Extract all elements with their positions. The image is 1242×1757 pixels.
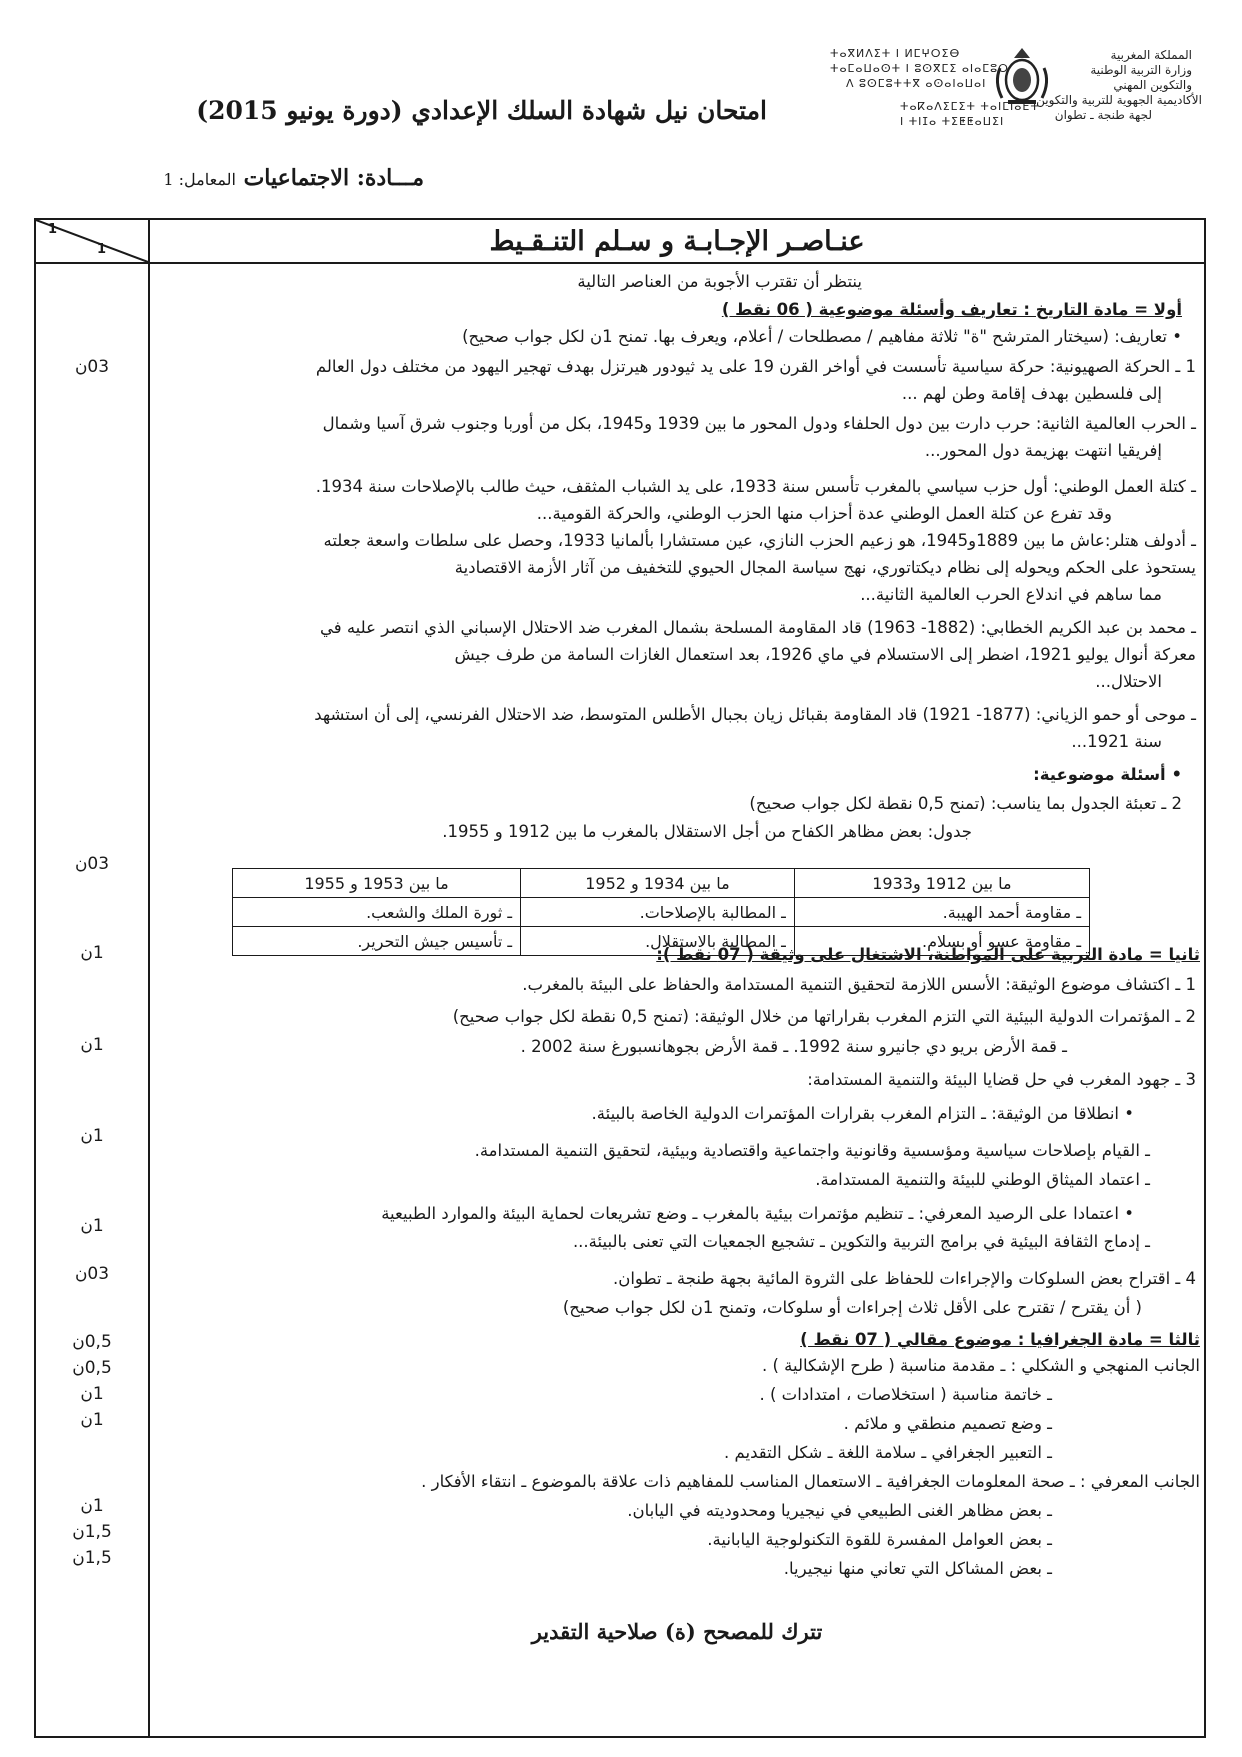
- section-history-heading: أولا = مادة التاريخ : تعاريف وأسئلة موضوعية ( 06 نقط ): [721, 300, 1182, 319]
- from-document-answer: • انطلاقا من الوثيقة: ـ التزام المغرب بقرارات المؤتمرات الدولية الخاصة بالبيئة.: [591, 1104, 1134, 1123]
- ministry-org-block: [1036, 48, 1202, 123]
- definition-khattabi-cont: معركة أنوال يوليو 1921، اضطر إلى الاستسلام في ماي 1926، بعد استعمال الغازات السامة من طرف جيش: [454, 645, 1196, 664]
- score-nigeria-japan: 1ن: [80, 1496, 104, 1516]
- header-divider: [34, 262, 1206, 264]
- intro-line: ينتظر أن تقترب الأجوبة من العناصر التالية: [577, 272, 862, 291]
- definition-ww2-cont: إفريقيا انتهت بهزيمة دول المحور...: [924, 441, 1162, 460]
- table-header-cell: ما بين 1953 و 1955: [233, 869, 521, 898]
- score-expression: 1ن: [80, 1410, 104, 1430]
- definition-zayani-cont: سنة 1921...: [1071, 732, 1162, 751]
- struggle-table: [232, 868, 1090, 956]
- reforms-answer: ـ القيام بإصلاحات سياسية ومؤسسية وقانونية واجتماعية واقتصادية وبيئية، لتحقيق التنمية المستدامة.: [474, 1141, 1150, 1160]
- knowledge-nigeria-problems: ـ بعض المشاكل التي تعاني منها نيجيريا.: [783, 1559, 1052, 1578]
- score-nigeria-problems: 1,5ن: [72, 1548, 112, 1568]
- definition-khattabi-cont2: الاحتلال...: [1095, 672, 1162, 691]
- knowledge-japan-technology: ـ بعض العوامل المفسرة للقوة التكنولوجية اليابانية.: [707, 1530, 1052, 1549]
- score-plan: 1ن: [80, 1384, 104, 1404]
- conferences-question: 2 ـ المؤتمرات الدولية البيئية التي التزم المغرب بقراراتها من خلال الوثيقة: (تمنح 0,5 نقطة لكل جواب صحيح): [452, 1007, 1196, 1026]
- answer-key-banner: عنـاصـر الإجـابـة و سـلم التنـقـيط: [489, 226, 865, 257]
- table-cell: ـ ثورة الملك والشعب.: [233, 898, 521, 927]
- knowledge-criteria: الجانب المعرفي : ـ صحة المعلومات الجغرافية ـ الاستعمال المناسب للمفاهيم ذات علاقة بالموضوع ـ انتقاء الأفكار .: [421, 1472, 1200, 1491]
- conferences-answer: ـ قمة الأرض بريو دي جانيرو سنة 1992. ـ قمة الأرض بجوهانسبورغ سنة 2002 .: [520, 1037, 1067, 1056]
- definition-hitler: ـ أدولف هتلر:عاش ما بين 1889و1945، هو زعيم الحزب النازي، عين مستشارا بألمانيا 1933، وحصل على سلطات واسعة جعلته: [323, 531, 1196, 550]
- definition-hitler-cont: يستحوذ على الحكم ويحوله إلى نظام ديكتاتوري، نهج سياسة المجال الحيوي للتخفيف من آثار الأزمة الاقتصادية: [454, 558, 1196, 577]
- methodology-expression: ـ التعبير الجغرافي ـ سلامة اللغة ـ شكل التقديم .: [724, 1443, 1052, 1462]
- tifinagh-line: ⵜⴰⴳⵍⴷⵉⵜ ⵏ ⵍⵎⵖⵔⵉⴱ: [830, 47, 961, 60]
- charter-answer: ـ اعتماد الميثاق الوطني للبيئة والتنمية المستدامة.: [815, 1170, 1150, 1189]
- score-conferences: 1ن: [80, 1035, 104, 1055]
- score-from-document: 1ن: [80, 1126, 104, 1146]
- table-row: [233, 898, 1090, 927]
- from-knowledge-answer: • اعتمادا على الرصيد المعرفي: ـ تنظيم مؤتمرات بيئية بالمغرب ـ وضع تشريعات لحماية البيئة والموارد الطبيعية: [381, 1204, 1134, 1223]
- org-line: الأكاديمية الجهوية للتربية والتكوين: [1036, 93, 1202, 107]
- document-topic: 1 ـ اكتشاف موضوع الوثيقة: الأسس اللازمة لتحقيق التنمية المستدامة والحفاظ على البيئة بالمغرب.: [522, 975, 1196, 994]
- table-cell: ـ تأسيس جيش التحرير.: [233, 927, 521, 956]
- water-measures-question: 4 ـ اقتراح بعض السلوكات والإجراءات للحفاظ على الثروة المائية بجهة طنجة ـ تطوان.: [612, 1269, 1196, 1288]
- table-caption: جدول: بعض مظاهر الكفاح من أجل الاستقلال بالمغرب ما بين 1912 و 1955.: [442, 822, 972, 841]
- score-from-knowledge: 1ن: [80, 1216, 104, 1236]
- org-line: المملكة المغربية: [1110, 48, 1192, 62]
- tifinagh-line: ⵜⴰⵎⴰⵡⴰⵙⵜ ⵏ ⵓⵙⴳⵎⵉ ⴰⵏⴰⵎⵓⵔ: [830, 62, 1009, 75]
- methodology-plan: ـ وضع تصميم منطقي و ملائم .: [843, 1414, 1052, 1433]
- environmental-culture-answer: ـ إدماج الثقافة البيئية في برامج التربية والتكوين ـ تشجيع الجمعيات التي تعنى بالبيئة...: [572, 1232, 1150, 1251]
- tifinagh-line: ⴷ ⵓⵙⵎⵓⵜⵜⴳ ⴰⵙⴰⵏⴰⵡⴰⵏ: [846, 77, 987, 90]
- page-number: 1: [48, 222, 58, 237]
- definition-ww2: ـ الحرب العالمية الثانية: حرب دارت بين دول الحلفاء ودول المحور ما بين 1939 و1945، بكل من أوربا وجنوب شرق آسيا وشمال: [322, 414, 1196, 433]
- definition-khattabi: ـ محمد بن عبد الكريم الخطابي: (1882- 1963) قاد المقاومة المسلحة بشمال المغرب ضد الاحتلال الإسباني الذي انتصر عليه في: [319, 618, 1196, 637]
- score-water-measures: 03ن: [74, 1264, 110, 1284]
- table-fill-instruction: 2 ـ تعبئة الجدول بما يناسب: (تمنح 0,5 نقطة لكل جواب صحيح): [749, 794, 1182, 813]
- definition-zionism-cont: إلى فلسطين بهدف إقامة وطن لهم ...: [901, 384, 1162, 403]
- page-indicator: [36, 220, 148, 262]
- definition-national-action-bloc-cont: وقد تفرع عن كتلة العمل الوطني عدة أحزاب منها الحزب الوطني، والحركة القومية...: [536, 504, 1112, 523]
- grader-discretion-note: تترك للمصحح (ة) صلاحية التقدير: [531, 1619, 823, 1644]
- score-japan-technology: 1,5ن: [72, 1522, 112, 1542]
- coefficient: المعامل: 1: [163, 170, 236, 189]
- tifinagh-line: ⵜⴰⴽⴰⴷⵉⵎⵉⵜ ⵜⴰⵏⵎⵏⴰⴹⵜ: [900, 100, 1040, 113]
- subject-label: مـــادة: الاجتماعيات: [243, 165, 424, 191]
- table-row: [233, 869, 1090, 898]
- score-intro: 0,5ن: [72, 1332, 112, 1352]
- section-geography-heading: ثالثا = مادة الجغرافيا : موضوع مقالي ( 07 نقط ): [800, 1330, 1200, 1349]
- tifinagh-line: ⵏ ⵜⵏⵊⴰ ⵜⵉⵟⵟⴰⵡⵉⵏ: [900, 115, 1005, 128]
- subject-heading: [163, 165, 424, 191]
- table-cell: ـ مقاومة أحمد الهيبة.: [794, 898, 1089, 927]
- score-table: 03ن: [74, 854, 110, 874]
- objective-questions-heading: • أسئلة موضوعية:: [1033, 765, 1182, 784]
- org-line: لجهة طنجة ـ تطوان: [1054, 108, 1152, 122]
- score-topic: 1ن: [80, 943, 104, 963]
- score-conclusion: 0,5ن: [72, 1358, 112, 1378]
- water-measures-note: ( أن يقترح / تقترح على الأقل ثلاث إجراءات أو سلوكات، وتمنح 1ن لكل جواب صحيح): [562, 1298, 1142, 1317]
- table-cell: ـ المطالبة بالإصلاحات.: [521, 898, 795, 927]
- exam-title: امتحان نيل شهادة السلك الإعدادي (دورة يونيو 2015): [196, 96, 767, 125]
- definition-zayani: ـ موحى أو حمو الزياني: (1877- 1921) قاد المقاومة بقبائل زيان بجبال الأطلس المتوسط، ضد الاحتلال الفرنسي، إلى أن استشهد: [314, 705, 1196, 724]
- org-line: وزارة التربية الوطنية: [1090, 63, 1192, 77]
- definition-national-action-bloc: ـ كتلة العمل الوطني: أول حزب سياسي بالمغرب تأسس سنة 1933، على يد الشباب المثقف، حيث طالب بالإصلاحات سنة 1934.: [315, 477, 1196, 496]
- table-cell: ـ المطالبة بالاستقلال.: [521, 927, 795, 956]
- section-citizenship-heading: ثانيا = مادة التربية على المواطنة، الاشتغال على وثيقة ( 07 نقط ):: [656, 945, 1200, 964]
- methodology-conclusion: ـ خاتمة مناسبة ( استخلاصات ، امتدادات ) .: [759, 1385, 1052, 1404]
- table-header-cell: ما بين 1912 و1933: [794, 869, 1089, 898]
- morocco-efforts-question: 3 ـ جهود المغرب في حل قضايا البيئة والتنمية المستدامة:: [807, 1070, 1196, 1089]
- score-definitions: 03ن: [74, 357, 110, 377]
- table-header-cell: ما بين 1934 و 1952: [521, 869, 795, 898]
- page-total: 1: [96, 242, 106, 257]
- definition-hitler-cont2: مما ساهم في اندلاع الحرب العالمية الثانية...: [860, 585, 1162, 604]
- table-cell: ـ مقاومة عسو أو بسلام.: [794, 927, 1089, 956]
- knowledge-nigeria-japan: ـ بعض مظاهر الغنى الطبيعي في نيجيريا ومحدوديته في اليابان.: [627, 1501, 1052, 1520]
- methodology-intro: الجانب المنهجي و الشكلي : ـ مقدمة مناسبة ( طرح الإشكالية ) .: [761, 1356, 1200, 1375]
- org-line: والتكوين المهني: [1113, 78, 1192, 92]
- tifinagh-org-block: [830, 46, 1040, 129]
- definition-zionism: 1 ـ الحركة الصهيونية: حركة سياسية تأسست في أواخر القرن 19 على يد ثيودور هيرتزل بهدف تهجير اليهود من مختلف دول العالم: [315, 357, 1196, 376]
- definitions-instruction: • تعاريف: (سيختار المترشح "ة" ثلاثة مفاهيم / مصطلحات / أعلام، ويعرف بها. تمنح 1ن لكل جواب صحيح): [462, 327, 1182, 346]
